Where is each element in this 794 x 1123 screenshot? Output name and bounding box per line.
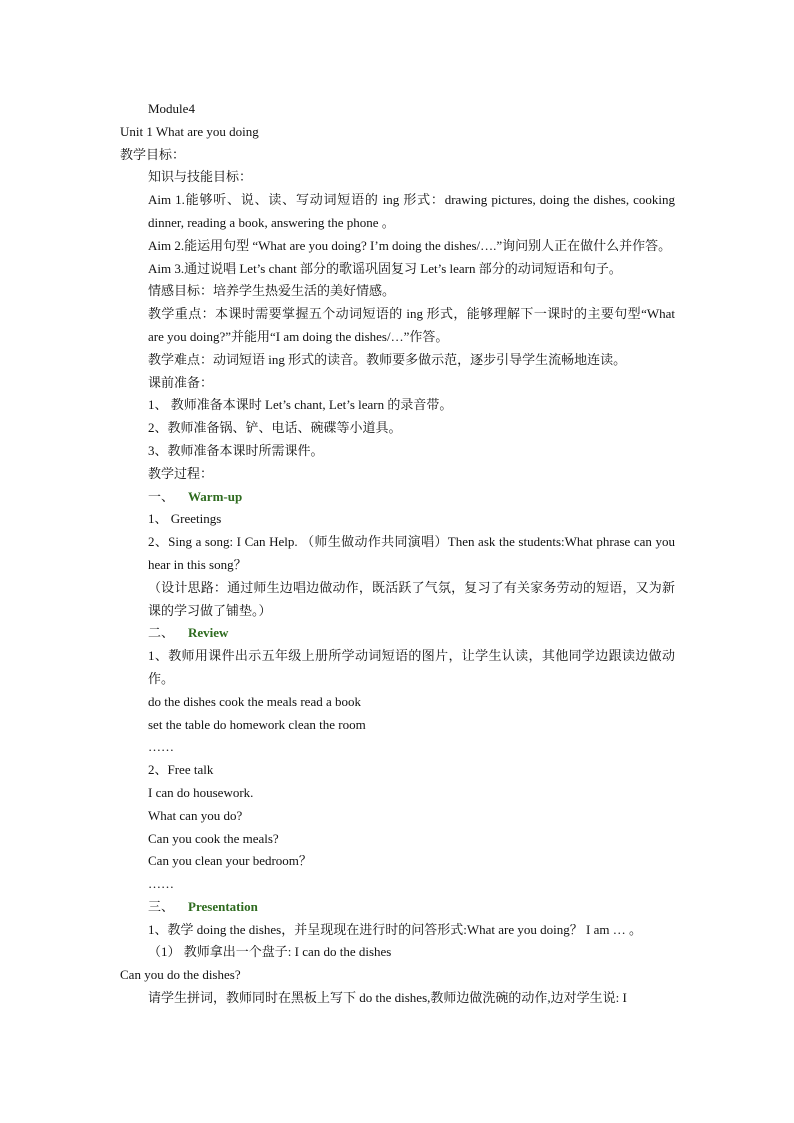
section-title: Review — [188, 625, 229, 641]
text-line: Can you cook the meals? — [148, 830, 279, 846]
section-number: 一、 — [148, 488, 175, 504]
text-line: Unit 1 What are you doing — [120, 123, 259, 139]
text-line: 1、教学 doing the dishes，并呈现现在进行时的问答形式:What are you doing？ I am … 。 — [148, 921, 642, 937]
text-line: 课前准备： — [148, 374, 214, 390]
text-line: What can you do? — [148, 807, 243, 823]
section-number: 二、 — [148, 625, 175, 641]
section-number: 三、 — [148, 898, 175, 914]
text-line: …… — [148, 739, 174, 755]
text-line: 1、教师用课件出示五年级上册所学动词短语的图片，让学生认读，其他同学边跟读边做动作。 — [148, 648, 675, 686]
text-line: （1） 教师拿出一个盘子: I can do the dishes — [148, 944, 392, 960]
text-line: 1、 教师准备本课时 Let’s chant, Let’s learn 的录音带。 — [148, 397, 453, 413]
text-line: Aim 1.能够听、说、读、写动词短语的 ing 形式：drawing pictures, doing the dishes, cooking dinner, reading a book, answering the phone 。 — [148, 192, 675, 230]
text-line: Can you clean your bedroom？ — [148, 853, 312, 869]
text-line: 2、教师准备锅、铲、电话、碗碟等小道具。 — [148, 420, 402, 436]
text-line: Aim 3.通过说唱 Let’s chant 部分的歌谣巩固复习 Let’s learn 部分的动词短语和句子。 — [148, 260, 622, 276]
section-title: Warm-up — [188, 488, 243, 504]
section-title: Presentation — [188, 898, 258, 914]
text-line: do the dishes cook the meals read a book — [148, 693, 361, 709]
text-line: I can do housework. — [148, 784, 254, 800]
text-line: 教学难点：动词短语 ing 形式的读音。教师要多做示范，逐步引导学生流畅地连读。 — [148, 351, 627, 367]
text-line: Can you do the dishes? — [120, 967, 241, 983]
text-line: set the table do homework clean the room — [148, 716, 366, 732]
text-line: Aim 2.能运用句型 “What are you doing? I’m doing the dishes/….”询问别人正在做什么并作答。 — [148, 237, 672, 253]
document-page — [120, 98, 675, 1010]
text-line: 教学重点：本课时需要掌握五个动词短语的 ing 形式，能够理解下一课时的主要句型“What are you doing?”并能用“I am doing the dishes/…”作答。 — [148, 306, 675, 344]
text-line: （设计思路：通过师生边唱边做动作，既活跃了气氛，复习了有关家务劳动的短语，又为新课的学习做了铺垫。） — [148, 579, 675, 618]
text-line: 3、教师准备本课时所需课件。 — [148, 442, 324, 458]
text-line: 教学过程： — [148, 465, 214, 481]
section-heading — [120, 896, 675, 919]
text-line: 2、Sing a song: I Can Help. （师生做动作共同演唱）Then ask the students:What phrase can you hear in this song？ — [148, 534, 675, 572]
section-heading — [120, 622, 675, 645]
text-line: 2、Free talk — [148, 762, 214, 778]
text-line: 知识与技能目标： — [148, 169, 253, 185]
text-line: 教学目标： — [120, 146, 186, 162]
text-line: 1、 Greetings — [148, 511, 222, 527]
text-line: 请学生拼词，教师同时在黑板上写下 do the dishes,教师边做洗碗的动作,边对学生说: I — [148, 990, 627, 1006]
text-line: …… — [148, 876, 174, 892]
text-line: 情感目标：培养学生热爱生活的美好情感。 — [148, 283, 396, 299]
text-line: Module4 — [148, 101, 195, 116]
section-heading — [120, 486, 675, 509]
